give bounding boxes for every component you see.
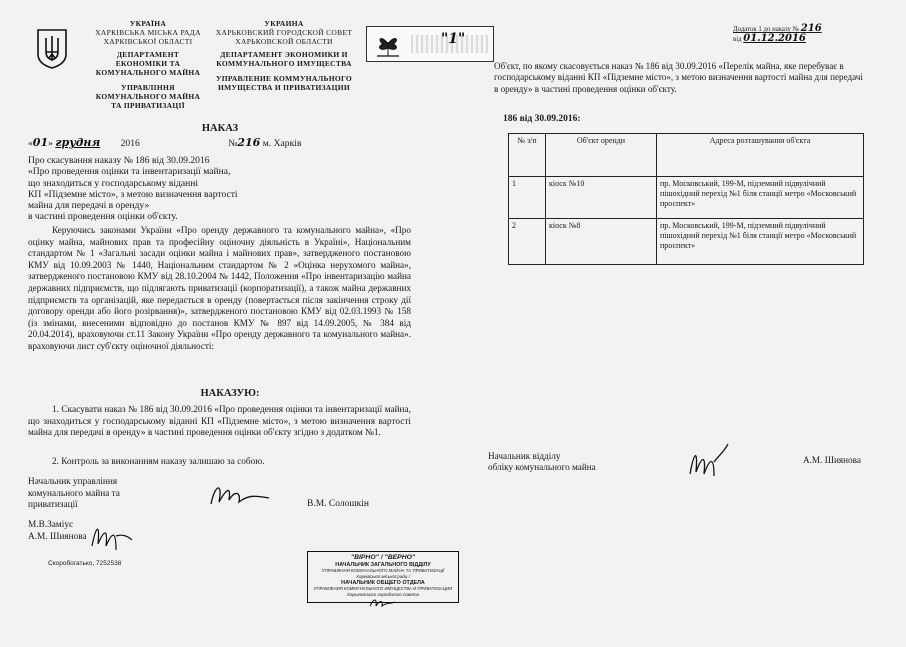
header-ru — [204, 19, 364, 92]
stamp-line: НАЧАЛЬНИК ОБЩЕГО ОТДЕЛА — [341, 579, 425, 586]
ru-dept-line: ДЕПАРТАМЕНТ ЭКОНОМИКИ И — [220, 50, 348, 59]
table-caption: 186 від 30.09.2016: — [503, 114, 581, 124]
objects-table — [508, 133, 864, 265]
subject-line: КП «Підземне місто», з метою визначення вартості — [28, 188, 238, 200]
subject-line: «Про проведення оцінки та інвентаризації майна, — [28, 166, 231, 178]
annex-intro: Об'єкт, по якому скасовується наказ № 186 від 30.09.2016 «Перелік майна, яке перебуває в господарському віданні КП «Підземне місто», з метою визначення вартості майна для передачі в оренду» в частині проведення оцінки об'єкту. — [494, 61, 863, 94]
stamp-line: НАЧАЛЬНИК ЗАГАЛЬНОГО ВІДДІЛУ — [335, 562, 431, 568]
order-subject — [28, 155, 288, 223]
table-header-cell: Об'єкт оренди — [546, 134, 657, 177]
ua-board-line: УПРАВЛІННЯ — [121, 83, 175, 92]
signer-title — [28, 477, 178, 512]
ua-council-line: ХАРКІВСЬКА МІСЬКА РАДА — [95, 28, 201, 37]
registration-stamp-text: "1" — [441, 31, 466, 47]
ua-dept-line: ДЕПАРТАМЕНТ — [116, 50, 180, 59]
signer-title-line: приватизації — [28, 500, 78, 511]
ua-board-line: КОМУНАЛЬНОГО МАЙНА — [95, 92, 201, 101]
ru-country: УКРАИНА — [264, 19, 304, 28]
table-row — [509, 177, 864, 219]
order-preamble: Керуючись законами України «Про оренду державного та комунального майна», «Про оцінку майна, майнових прав та професійну оціночну діяльність в Україні», Національним стандартом № 1 «Загальні засади оцінки майна і майнових прав», затвердженого постановою КМУ від 10.09.2003 № 1440, Національним стандартом № 2 «Оцінка нерухомого майна», затвердженого постановою КМУ від 28.10.2004 № 1442, Положення «Про інвентаризацію майна державних підприємств, що підлягають приватизації (корпоратизації), а також майна державних підприємств та організацій, яке передається в оренду (повертається після закінчення строку дії договору оренди або його розірвання)», затвердженого постановою КМУ від 02.03.1993 № 158 (із змінами, внесеними відповідно до постанов КМУ № 897 від 14.09.2005, № 384 від 20.04.2014), враховуючи ст.11 Закону України «Про оренду державного та комунального майна». враховуючи лист суб'єкту оціночної діяльності: — [28, 225, 411, 351]
table-cell-object: кіоск №8 — [546, 219, 657, 265]
annex-date: 01.12.2016 — [743, 33, 806, 44]
approval-line: А.М. Шиянова — [28, 531, 87, 542]
right-signer-title-line: Начальник відділу — [488, 451, 561, 461]
ua-dept-line: КОМУНАЛЬНОГО МАЙНА — [95, 68, 201, 77]
stamp-line: УПРАВЛІННЯ КОМУНАЛЬНОГО МАЙНА ТА ПРИВАТИЗАЦІЇ — [321, 568, 445, 574]
order-month: грудня — [55, 136, 101, 149]
table-row — [509, 219, 864, 265]
right-signer-title — [488, 451, 668, 474]
table-header-cell: № з/п — [509, 134, 546, 177]
order-item-2: 2. Контроль за виконанням наказу залишаю за собою. — [52, 457, 265, 467]
approval-line: М.В.Заміус — [28, 520, 74, 530]
right-signer-title-line: обліку комунального майна — [488, 462, 596, 473]
order-number-prefix: № — [228, 138, 238, 149]
table-header-cell: Адреса розташування об'єкта — [657, 134, 864, 177]
table-cell-num: 2 — [509, 219, 546, 265]
right-signer-name: А.М. Шиянова — [803, 455, 861, 465]
annex-number: 216 — [800, 23, 822, 34]
annex-label: Додаток 1 до наказу № — [733, 26, 800, 33]
stamp-signature-icon — [367, 596, 397, 615]
order-title: НАКАЗ — [201, 123, 239, 134]
signer-title-line: комунального майна та — [28, 488, 120, 499]
ru-council-line: ХАРЬКОВСКОЙ ОБЛАСТИ — [235, 37, 333, 46]
ru-board-line: УПРАВЛЕНИЕ КОММУНАЛЬНОГО — [215, 74, 353, 83]
stamp-line: Харьковского городского совета — [346, 591, 420, 597]
plant-logo-icon — [373, 30, 403, 63]
signature-left-icon — [205, 480, 275, 515]
table-cell-address: пр. Московський, 199-М, підземний підвулічний пішохідний перехід №1 біля станції метро «Московський проспект» — [657, 177, 864, 219]
annex-heading — [733, 24, 893, 44]
stamp-line: УПРАВЛЕНИЯ КОММУНАЛЬНОГО ИМУЩЕСТВА И ПРИВАТИЗАЦИИ — [313, 586, 453, 591]
ru-dept-line: КОММУНАЛЬНОГО ИМУЩЕСТВА — [216, 59, 352, 68]
subject-line: майна для передачі в оренду» — [28, 200, 150, 212]
signer-name: В.М. Солошкін — [307, 499, 370, 509]
order-year: 2016 — [120, 138, 140, 149]
ua-board-line: ТА ПРИВАТИЗАЦІЇ — [111, 101, 185, 110]
executor: Скоробогатько, 7252538 — [48, 560, 122, 567]
order-item-1: 1. Скасувати наказ № 186 від 30.09.2016 «Про проведення оцінки та інвентаризації майна, що знаходиться у господарському віданні КП «Підземне місто», з метою визначення вартості майна для передачі в оренду» в частині проведення оцінки об'єкту згідно з додатком №1. — [28, 405, 411, 439]
subject-line: в частині проведення оцінки об'єкту. — [28, 211, 178, 223]
subject-line: що знаходиться у господарському віданні — [28, 177, 199, 189]
stamp-line: Харківської міської ради / — [355, 574, 411, 579]
table-cell-address: пр. Московський, 199-М, підземний підвулічний пішохідний перехід №1 біля станції метро «Московський проспект» — [657, 219, 864, 265]
coat-of-arms-icon — [34, 28, 70, 70]
signer-title-line: Начальник управління — [28, 477, 118, 487]
table-cell-object: кіоск №10 — [546, 177, 657, 219]
subject-line: Про скасування наказу № 186 від 30.09.2016 — [28, 155, 210, 166]
table-header-row — [509, 134, 864, 177]
ru-council-line: ХАРЬКОВСКИЙ ГОРОДСКОЙ СОВЕТ — [215, 28, 353, 37]
order-city: м. Харків — [262, 138, 302, 149]
order-number: 216 — [237, 136, 261, 149]
order-heading: НАКАЗУЮ: — [200, 388, 260, 399]
ru-board-line: ИМУЩЕСТВА И ПРИВАТИЗАЦИИ — [217, 83, 351, 92]
order-date-line: «01» грудня 2016 №216 м. Харків — [28, 136, 302, 149]
annex-date-prefix: від — [733, 36, 742, 43]
ua-country: УКРАЇНА — [129, 19, 167, 28]
table-cell-num: 1 — [509, 177, 546, 219]
signature-right-icon — [684, 440, 744, 487]
ua-dept-line: ЕКОНОМІКИ ТА — [115, 59, 181, 68]
stamp-line: "ВІРНО" / "ВЕРНО" — [350, 554, 416, 561]
header-ua — [78, 19, 218, 110]
ua-council-line: ХАРКІВСЬКОЇ ОБЛАСТІ — [103, 37, 193, 46]
registration-stamp — [366, 26, 494, 62]
signature-approval-icon — [86, 516, 136, 561]
order-day: 01 — [32, 136, 49, 149]
